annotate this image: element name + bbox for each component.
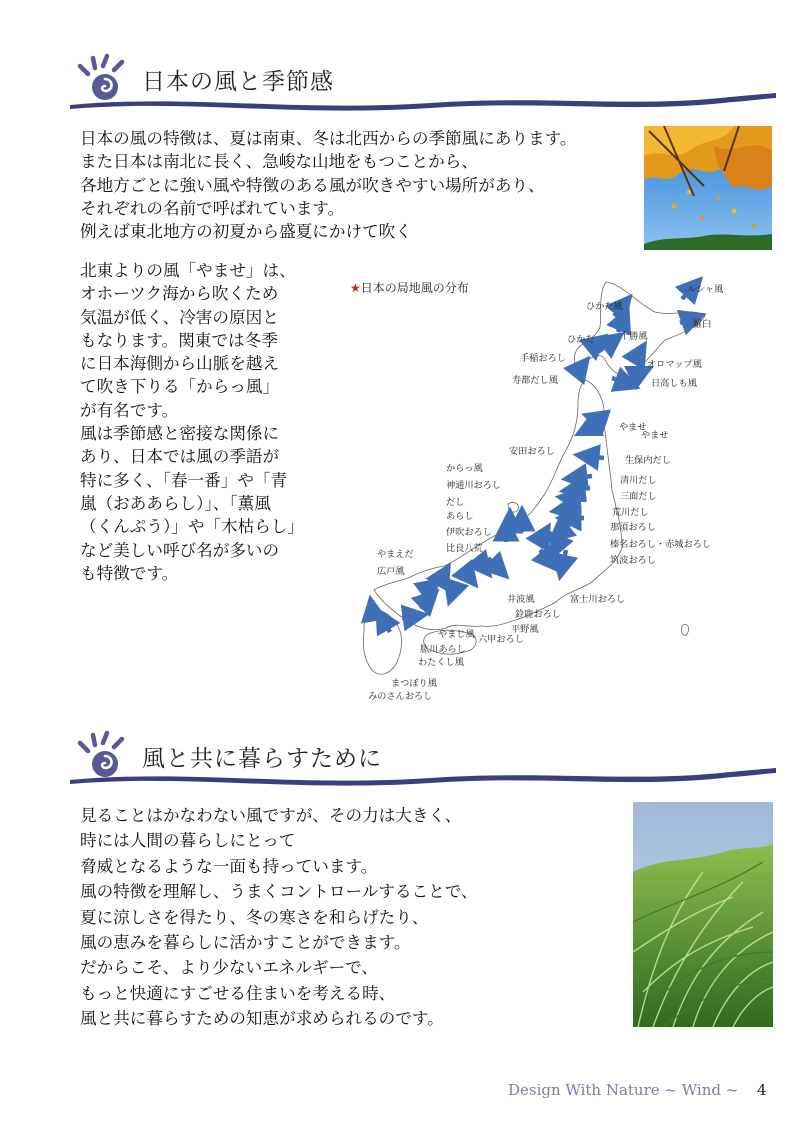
- paragraph-line: 気温が低く、冷害の原因と: [80, 307, 279, 327]
- map-label: やませ: [641, 430, 669, 441]
- map-label: 肱川あらし: [420, 644, 466, 655]
- map-label: ひかた: [567, 334, 595, 345]
- map-label: 安田おろし: [509, 446, 555, 457]
- paragraph-line: 風と共に暮らすための知恵が求められるのです。: [80, 1009, 444, 1029]
- paragraph-line: もっと快適にすごせる住まいを考える時、: [80, 983, 396, 1003]
- map-label: あらし: [446, 511, 474, 522]
- paragraph-line: 各地方ごとに強い風や特徴のある風が吹きやすい場所があり、: [80, 175, 545, 195]
- paragraph-line: 風の特徴を理解し、うまくコントロールすることで、: [80, 882, 478, 902]
- map-label: 六甲おろし: [478, 634, 524, 645]
- paragraph-line: （くんぷう）」や「木枯らし」: [80, 517, 305, 537]
- map-label: だし: [446, 497, 465, 508]
- paragraph-line: 例えば東北地方の初夏から盛夏にかけて吹く: [80, 222, 412, 242]
- map-label: 筑波おろし: [610, 555, 656, 566]
- footer-title: Design With Nature ~ Wind ~: [508, 1081, 739, 1099]
- paragraph-line: あり、日本では風の季語が: [80, 447, 280, 467]
- autumn-leaves-photo: [644, 126, 772, 250]
- map-label: 日高しも風: [651, 378, 697, 389]
- section1-wave-divider: [70, 90, 776, 116]
- map-label: 広戸風: [377, 566, 405, 577]
- map-label: 比良八荒: [446, 543, 483, 554]
- map-label: 伊吹おろし: [446, 527, 492, 538]
- section2-wave-divider: [70, 765, 776, 791]
- paragraph-line: 脅威となるような一面も持っています。: [80, 856, 378, 876]
- map-label: ひかた風: [586, 301, 623, 312]
- section1-title: 日本の風と季節感: [142, 69, 334, 95]
- paragraph-line: また日本は南北に長く、急峻な山地をもつことから、: [80, 152, 478, 172]
- map-label: 清川だし: [620, 475, 657, 486]
- map-label: 平野風: [511, 624, 539, 635]
- paragraph-line: 見ることはかなわない風ですが、その力は大きく、: [80, 806, 462, 825]
- map-label: みのさんおろし: [368, 691, 433, 702]
- paragraph-line: も特徴です。: [80, 563, 179, 583]
- map-label: 十勝風: [620, 331, 648, 342]
- map-title-text: 日本の局地風の分布: [360, 281, 469, 295]
- paragraph-line: が有名です。: [80, 400, 179, 420]
- paragraph-line: 夏に涼しさを得たり、冬の寒さを和らげたり、: [80, 907, 429, 927]
- map-label: オロマップ風: [647, 359, 702, 370]
- paragraph-line: 日本の風の特徴は、夏は南東、冬は北西からの季節風にあります。: [80, 129, 577, 148]
- grass-field-photo: [633, 802, 773, 1027]
- map-label: やませ: [619, 422, 647, 433]
- paragraph-line: オホーツク海から吹くため: [80, 284, 279, 304]
- map-label: まつぼり風: [391, 678, 437, 689]
- map-label: 井波風: [507, 594, 535, 605]
- map-label: 三面だし: [620, 491, 657, 502]
- paragraph-line: 嵐（おああらし）」、「薫風: [80, 493, 271, 513]
- paragraph-line: 北東よりの風「やませ」は、: [80, 261, 296, 280]
- paragraph-line: だからこそ、より少ないエネルギーで、: [80, 958, 379, 978]
- map-label: やまえだ: [377, 549, 414, 560]
- map-label: 寿都だし風: [512, 375, 558, 386]
- map-label: 手稲おろし: [520, 353, 566, 364]
- map-label: 羅臼: [693, 319, 712, 330]
- paragraph-line: て吹き下りる「からっ風」: [80, 377, 280, 397]
- map-label: 神通川おろし: [446, 480, 502, 491]
- map-label: 那須おろし: [610, 522, 656, 533]
- paragraph-line: 風は季節感と密接な関係に: [80, 424, 280, 444]
- paragraph-line: 時には人間の暮らしにとって: [80, 831, 296, 851]
- paragraph-line: など美しい呼び名が多いの: [80, 540, 280, 560]
- section2-paragraph: [80, 803, 478, 1032]
- japan-local-wind-map: [360, 272, 720, 712]
- section2-title: 風と共に暮らすために: [142, 746, 382, 772]
- map-label: わたくし風: [418, 657, 464, 668]
- section1-paragraph-top: [80, 127, 576, 243]
- map-label: 生保内だし: [625, 455, 671, 466]
- star-icon: ★: [350, 281, 361, 295]
- map-label: からっ風: [446, 463, 483, 474]
- paragraph-line: 特に多く、「春一番」や「青: [80, 470, 288, 490]
- map-label: 富士川おろし: [570, 594, 626, 605]
- section1-paragraph-column: [80, 259, 304, 585]
- paragraph-line: もなります。関東では冬季: [80, 330, 278, 350]
- page-number: 4: [757, 1081, 767, 1099]
- paragraph-line: 風の恵みを暮らしに活かすことができます。: [80, 933, 411, 953]
- map-label: 荒川だし: [612, 507, 649, 518]
- paragraph-line: それぞれの名前で呼ばれています。: [80, 198, 345, 218]
- map-label: 鈴鹿おろし: [515, 609, 561, 620]
- map-label: 榛名おろし・赤城おろし: [610, 539, 712, 550]
- map-label: やまじ風: [438, 629, 475, 640]
- paragraph-line: に日本海側から山脈を越え: [80, 354, 280, 374]
- map-label: ルシャ風: [687, 284, 724, 295]
